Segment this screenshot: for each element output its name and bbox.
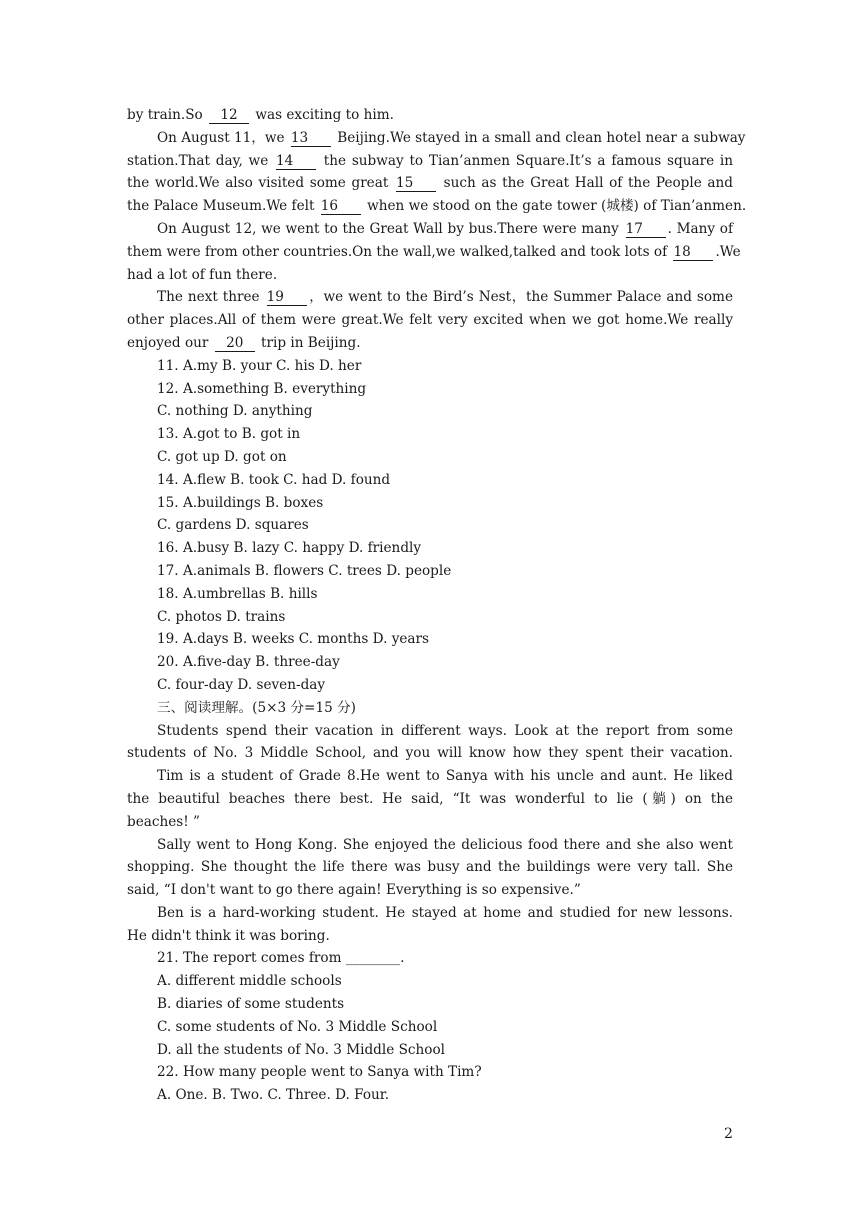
passage-text: The next three	[157, 289, 265, 306]
passage-text: them were from other countries.On the wall,we walked,talked and took lots of	[127, 243, 672, 260]
answer-blank: 12	[209, 108, 249, 124]
passage-text: enjoyed our	[127, 334, 213, 351]
option-line: C. nothing D. anything	[157, 403, 313, 420]
option-line: 11. A.my B. your C. his D. her	[157, 357, 362, 374]
answer-blank: 16	[321, 199, 361, 215]
question-line: A. One. B. Two. C. Three. D. Four.	[157, 1087, 390, 1104]
passage-text: On August 11，we	[157, 129, 289, 146]
passage-text: such as the Great Hall of the People and	[437, 175, 733, 192]
passage-line	[127, 286, 733, 309]
passage-line	[127, 104, 733, 127]
passage-line	[127, 150, 733, 173]
passage-text: station.That day, we	[127, 152, 275, 169]
reading-line: He didn't think it was boring.	[127, 927, 330, 944]
passage-line	[127, 127, 746, 150]
answer-blank: 18	[673, 245, 713, 261]
passage-text: ，we went to the Bird’s Nest，the Summer Palace and some	[308, 289, 733, 306]
reading-line: students of No. 3 Middle School, and you will know how they spent their vacation.	[127, 745, 733, 762]
option-line: C. gardens D. squares	[157, 517, 309, 534]
answer-blank: 19	[267, 290, 307, 306]
passage-line	[127, 332, 733, 355]
passage-text: other places.All of them were great.We felt very excited when we got home.We really	[127, 312, 733, 329]
option-line: 13. A.got to B. got in	[157, 426, 301, 443]
question-line: 21. The report comes from ________.	[157, 950, 405, 967]
answer-blank: 13	[291, 131, 331, 147]
reading-questions	[127, 947, 733, 1107]
option-line: C. four-day D. seven-day	[157, 676, 326, 693]
answer-blank: 14	[276, 154, 316, 170]
cloze-passage	[127, 104, 747, 355]
passage-line	[127, 241, 741, 264]
passage-line	[127, 309, 733, 332]
question-line: D. all the students of No. 3 Middle School	[157, 1041, 445, 1058]
question-line: A. different middle schools	[157, 973, 342, 990]
passage-line	[127, 172, 733, 195]
answer-blank: 17	[626, 222, 666, 238]
reading-line: the beautiful beaches there best. He said, “It was wonderful to lie (躺) on the	[127, 790, 733, 807]
answer-blank: 15	[396, 176, 436, 192]
passage-line	[127, 195, 747, 218]
passage-text: trip in Beijing.	[256, 334, 361, 351]
option-line: 18. A.umbrellas B. hills	[157, 585, 318, 602]
question-line: B. diaries of some students	[157, 996, 345, 1013]
option-line: C. photos D. trains	[157, 608, 286, 625]
passage-text: Beijing.We stayed in a small and clean hotel near a subway	[332, 129, 746, 146]
option-line: 19. A.days B. weeks C. months D. years	[157, 631, 430, 648]
passage-text: On August 12, we went to the Great Wall by bus.There were many	[157, 220, 624, 237]
option-line: 12. A.something B. everything	[157, 380, 367, 397]
reading-line: shopping. She thought the life there was busy and the buildings were very tall. She	[127, 859, 733, 876]
question-line: C. some students of No. 3 Middle School	[157, 1018, 438, 1035]
passage-text: .We	[715, 243, 741, 260]
option-line: 14. A.flew B. took C. had D. found	[157, 471, 391, 488]
passage-text: the Palace Museum.We felt	[127, 198, 319, 215]
answer-blank: 20	[215, 336, 255, 352]
option-line: 17. A.animals B. flowers C. trees D. people	[157, 562, 452, 579]
passage-text: had a lot of fun there.	[127, 266, 278, 283]
passage-line	[127, 218, 733, 241]
page-number: 2	[724, 1126, 733, 1142]
option-line: 20. A.five-day B. three-day	[157, 654, 340, 671]
section-heading: 三、阅读理解。(5×3 分=15 分)	[157, 699, 356, 716]
question-line: 22. How many people went to Sanya with Tim?	[157, 1064, 482, 1081]
cloze-options	[127, 355, 733, 697]
passage-text: by train.So	[127, 107, 208, 123]
passage-line	[127, 264, 733, 287]
passage-text: . Many of	[667, 220, 734, 237]
reading-line: Tim is a student of Grade 8.He went to Sanya with his uncle and aunt. He liked	[157, 768, 733, 785]
reading-line: said, “I don't want to go there again! Everything is so expensive.”	[127, 882, 581, 899]
passage-text: was exciting to him.	[251, 107, 394, 123]
option-line: 16. A.busy B. lazy C. happy D. friendly	[157, 540, 422, 557]
document-body	[127, 104, 747, 1107]
option-line: C. got up D. got on	[157, 448, 287, 465]
reading-line: Ben is a hard-working student. He stayed at home and studied for new lessons.	[157, 904, 733, 921]
reading-passage	[127, 720, 733, 948]
passage-text: the subway to Tian’anmen Square.It’s a famous square in	[318, 152, 733, 169]
reading-line: Sally went to Hong Kong. She enjoyed the delicious food there and she also went	[157, 836, 733, 853]
reading-line: beaches! ”	[127, 813, 200, 830]
passage-text: the world.We also visited some great	[127, 175, 394, 192]
option-line: 15. A.buildings B. boxes	[157, 494, 324, 511]
passage-text: when we stood on the gate tower (城楼) of Tian’anmen.	[362, 198, 747, 215]
reading-line: Students spend their vacation in different ways. Look at the report from some	[157, 722, 733, 739]
